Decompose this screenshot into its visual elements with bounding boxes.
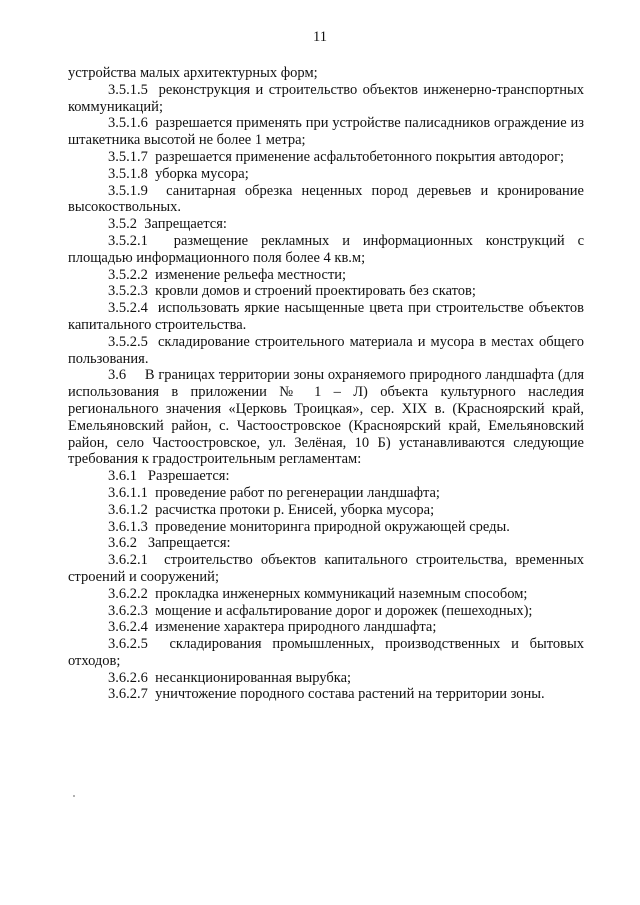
clause-number: 3.6.1.2 bbox=[108, 501, 148, 518]
paragraph-text: В границах территории зоны охраняемого природного ландшафта (для использования в приложении № 1 – Л) объекта культурного наследия регионального значения «Церковь Троицкая», сер. XIX в. (Красноярский край, Емельяновский район, с. Частоостровское (Красноярский край, Емельяновский район, село Частоостровское, ул. Зелёная, 10 Б) устанавливаются следующие требования к градостроительным регламентам: bbox=[68, 367, 584, 468]
paragraph-text: расчистка протоки р. Енисей, уборка мусора; bbox=[155, 501, 435, 518]
paragraph bbox=[68, 552, 584, 586]
paragraph bbox=[68, 535, 584, 552]
paragraph bbox=[68, 166, 584, 183]
paragraph bbox=[68, 65, 584, 82]
clause-number: 3.6.2.5 bbox=[108, 636, 148, 653]
paragraph bbox=[68, 183, 584, 217]
paragraph bbox=[68, 267, 584, 284]
paragraph-text: изменение рельефа местности; bbox=[155, 266, 347, 283]
clause-number: 3.5.1.9 bbox=[108, 182, 148, 199]
clause-number: 3.5.2.4 bbox=[108, 300, 148, 317]
clause-number: 3.6 bbox=[108, 367, 127, 384]
paragraph-text: проведение работ по регенерации ландшафта; bbox=[155, 484, 440, 501]
clause-number: 3.6.2 bbox=[108, 535, 137, 552]
paragraph bbox=[68, 300, 584, 334]
paragraph bbox=[68, 502, 584, 519]
paragraph bbox=[68, 283, 584, 300]
clause-number: 3.5.1.7 bbox=[108, 148, 148, 165]
paragraph-text: реконструкция и строительство объектов инженерно-транспортных коммуникаций; bbox=[68, 81, 584, 115]
paragraph-text: использовать яркие насыщенные цвета при строительстве объектов капитального строительства. bbox=[68, 300, 585, 333]
paragraph-text: несанкционированная вырубка; bbox=[155, 669, 352, 686]
paragraph-text: размещение рекламных и информационных конструкций с площадью информационного поля более 4 кв.м; bbox=[68, 232, 584, 266]
clause-number: 3.6.1.3 bbox=[108, 518, 148, 535]
paragraph-text: Запрещается: bbox=[144, 216, 227, 233]
paragraph bbox=[68, 636, 584, 670]
paragraph-text: изменение характера природного ландшафта; bbox=[155, 619, 437, 636]
clause-number: 3.5.2.1 bbox=[108, 232, 148, 249]
paragraph-text: Разрешается: bbox=[147, 468, 230, 485]
clause-number: 3.5.2 bbox=[108, 216, 137, 233]
clause-number: 3.6.2.7 bbox=[108, 686, 148, 703]
paragraph bbox=[68, 216, 584, 233]
paragraph-text: разрешается применять при устройстве палисадников ограждение из штакетника высотой не более 1 метра; bbox=[68, 115, 585, 149]
clause-number: 3.5.1.8 bbox=[108, 165, 148, 182]
paragraph bbox=[68, 603, 584, 620]
clause-number: 3.6.2.3 bbox=[108, 602, 148, 619]
paragraph bbox=[68, 519, 584, 536]
paragraph bbox=[68, 334, 584, 368]
paragraph bbox=[68, 586, 584, 603]
paragraph bbox=[68, 468, 584, 485]
clause-number: 3.5.1.5 bbox=[108, 81, 148, 98]
paragraph-text: строительство объектов капитального строительства, временных строений и сооружений; bbox=[68, 552, 584, 585]
clause-number: 3.5.2.2 bbox=[108, 266, 148, 283]
paragraph-text: складирования промышленных, производственных и бытовых отходов; bbox=[68, 636, 584, 669]
clause-number: 3.6.2.2 bbox=[108, 585, 148, 602]
paragraph bbox=[68, 233, 584, 267]
paragraph bbox=[68, 485, 584, 502]
clause-number: 3.5.2.3 bbox=[108, 283, 148, 300]
clause-number: 3.6.1 bbox=[108, 468, 137, 485]
paragraph-text: складирование строительного материала и мусора в местах общего пользования. bbox=[68, 333, 585, 367]
scan-artifact bbox=[73, 795, 75, 797]
paragraph bbox=[68, 149, 584, 166]
clause-number: 3.6.1.1 bbox=[108, 484, 148, 501]
paragraph-text: уничтожение породного состава растений на территории зоны. bbox=[155, 686, 545, 703]
clause-number: 3.6.2.4 bbox=[108, 619, 148, 636]
paragraph bbox=[68, 670, 584, 687]
paragraph-text: прокладка инженерных коммуникаций наземным способом; bbox=[155, 585, 528, 602]
paragraph-text: устройства малых архитектурных форм; bbox=[68, 65, 318, 81]
document-body bbox=[68, 65, 584, 703]
paragraph-text: мощение и асфальтирование дорог и дорожек (пешеходных); bbox=[155, 602, 533, 619]
clause-number: 3.5.2.5 bbox=[108, 333, 148, 350]
paragraph-text: разрешается применение асфальтобетонного покрытия автодорог; bbox=[155, 148, 565, 165]
paragraph bbox=[68, 82, 584, 116]
clause-number: 3.6.2.1 bbox=[108, 552, 148, 569]
page-number: 11 bbox=[313, 29, 327, 45]
paragraph bbox=[68, 686, 584, 703]
paragraph bbox=[68, 367, 584, 468]
clause-number: 3.6.2.6 bbox=[108, 669, 148, 686]
clause-number: 3.5.1.6 bbox=[108, 115, 148, 132]
paragraph bbox=[68, 115, 584, 149]
paragraph-text: проведение мониторинга природной окружающей среды. bbox=[155, 518, 510, 535]
paragraph-text: Запрещается: bbox=[147, 535, 231, 552]
paragraph-text: кровли домов и строений проектировать без скатов; bbox=[155, 283, 476, 300]
paragraph bbox=[68, 619, 584, 636]
paragraph-text: санитарная обрезка неценных пород деревьев и кронирование высокоствольных. bbox=[68, 182, 584, 216]
paragraph-text: уборка мусора; bbox=[155, 165, 249, 182]
